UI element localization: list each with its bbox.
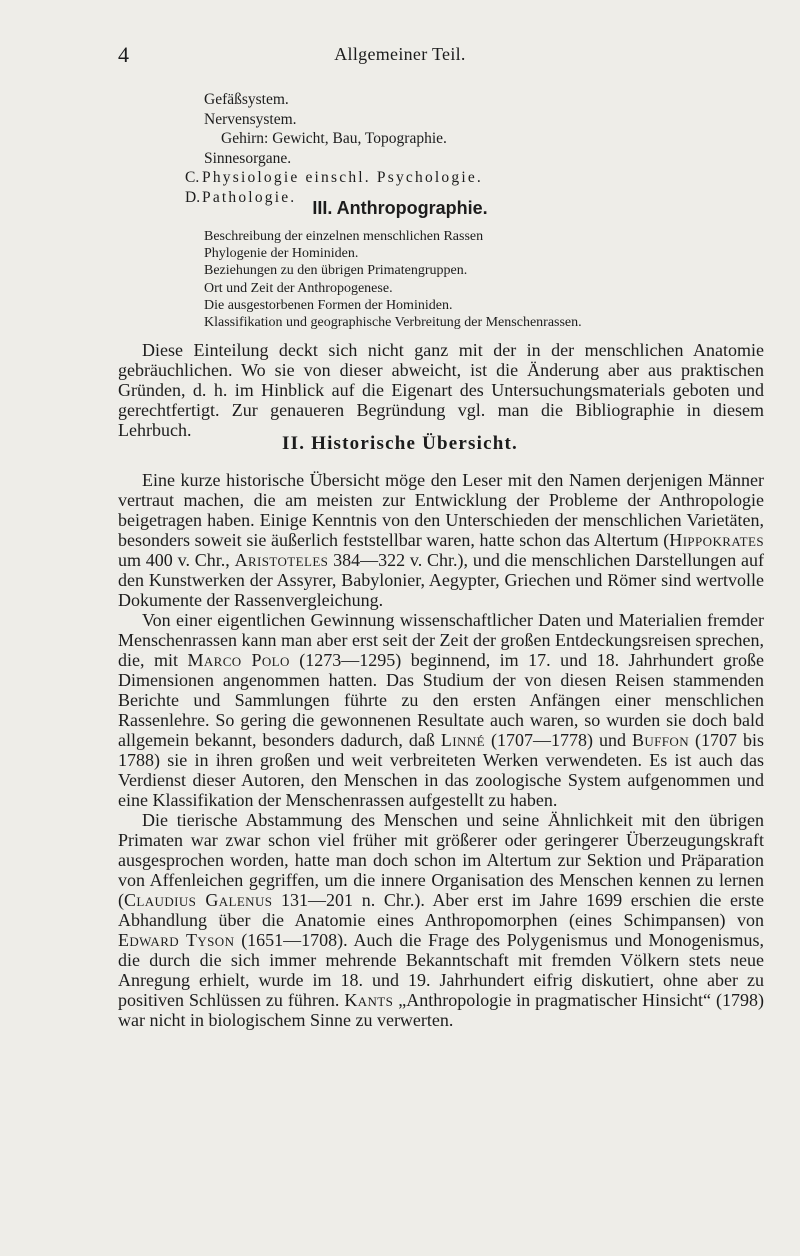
outline-item: Gefäßsystem. xyxy=(204,91,289,108)
author-name: Hippokrates xyxy=(669,530,764,550)
outline-item: Sinnesorgane. xyxy=(204,149,292,167)
section-heading-historische-uebersicht: II. Historische Übersicht. xyxy=(282,433,518,454)
paragraph: Die tierische Abstammung des Menschen und seine Ähnlichkeit mit den übrigen Primaten war zwar schon viel früher mit größerer oder geringerer Überzeugungskraft ausgesprochen worden, hatte man doch schon im Altertum zur Sektion und Präparation von Affenleichen gegriffen, um die innere Organisation des Menschen kennen zu lernen (Claudius Galenus 131—201 n. Chr.). Aber erst im Jahre 1699 erschien die erste Abhandlung über die Anatomie eines Anthropomorphen (eines Schimpansen) von Edward Tyson (1651—1708). Auch die Frage des Polygenismus und Monogenismus, die durch die sich immer mehrende Bekanntschaft mit fremden Völkern stets neue Anregung erhielt, wurde im 18. und 19. Jahrhundert eifrig diskutiert, ohne aber zu positiven Schlüssen zu führen. Kants „Anthropologie in pragmatischer Hinsicht“ (1798) war nicht in biologischem Sinne zu verwerten. xyxy=(118,810,765,1030)
paragraph: Diese Einteilung deckt sich nicht ganz mit der in der menschlichen Anatomie gebräuchlichen. Wo sie von dieser abweicht, ist die Änderung aber aus praktischen Gründen, d. h. im Hinblick auf die Eigenart des Untersuchungsmaterials geboten und gerechtfertigt. Zur genaueren Begründung vgl. man die Bibliographie in diesem Lehrbuch. xyxy=(118,340,764,440)
list-item: Beziehungen zu den übrigen Primatengruppen. xyxy=(204,263,468,279)
section-heading-anthropographie: III. Anthropographie. xyxy=(312,198,488,218)
paragraph: Von einer eigentlichen Gewinnung wissenschaftlicher Daten und Materialien fremder Menschenrassen kann man aber erst seit der Zeit der großen Entdeckungsreisen sprechen, die, mit Marco Polo (1273—1295) beginnend, im 17. und 18. Jahrhundert große Dimensionen angenommen hatten. Das Studium der von diesen Reisen stammenden Berichte und Sammlungen führte zu den ersten Anfängen einer menschlichen Rassenlehre. So gering die gewonnenen Resultate auch waren, so wurden sie doch bald allgemein bekannt, besonders dadurch, daß Linné (1707—1778) und Buffon (1707 bis 1788) sie in ihren großen und weit verbreiteten Werken verwendeten. Es ist auch das Verdienst dieser Autoren, den Menschen in das zoologische System aufgenommen und eine Klassifikation der Menschenrassen aufgestellt zu haben. xyxy=(118,610,764,810)
history-text xyxy=(118,470,764,1030)
outline-letter: D. xyxy=(185,188,201,206)
outline-heading: Physiologie einschl. Psychologie. xyxy=(202,169,483,186)
list-item: Die ausgestorbenen Formen der Hominiden. xyxy=(204,297,453,313)
author-name: Linné xyxy=(440,730,485,750)
list-item: Phylogenie der Hominiden. xyxy=(204,246,359,262)
outline-letter: C. xyxy=(185,169,200,186)
running-head: Allgemeiner Teil. xyxy=(334,44,466,64)
intro-text xyxy=(118,340,764,440)
list-item: Beschreibung der einzelnen menschlichen Rassen xyxy=(204,229,484,244)
author-name: Buffon xyxy=(631,730,689,750)
author-name: Marco Polo xyxy=(187,650,290,670)
list-item: Ort und Zeit der Anthropogenese. xyxy=(204,280,393,296)
list-item: Klassifikation und geographische Verbreitung der Menschenrassen. xyxy=(204,315,582,331)
author-name: Edward Tyson xyxy=(118,930,235,950)
outline-item-c xyxy=(160,168,483,188)
page-number: 4 xyxy=(118,42,129,67)
author-name: Claudius Galenus xyxy=(124,890,273,910)
outline-continuation xyxy=(160,90,483,207)
author-name: Kants xyxy=(344,990,394,1010)
author-name: Aristoteles xyxy=(234,550,329,570)
paragraph: Eine kurze historische Übersicht möge den Leser mit den Namen derjenigen Männer vertraut machen, die am meisten zur Entwicklung der Probleme der Anthropologie beigetragen haben. Einige Kenntnis von den Unterschieden der menschlichen Varietäten, besonders soweit sie äußerlich feststellbar waren, hatte schon das Altertum (Hippokrates um 400 v. Chr., Aristoteles 384—322 v. Chr.), und die menschlichen Darstellungen auf den Kunstwerken der Assyrer, Babylonier, Aegypter, Griechen und Römer sind wertvolle Dokumente der Rassenvergleichung. xyxy=(118,470,764,610)
anthropographie-list xyxy=(204,228,582,331)
outline-item: Nervensystem. xyxy=(204,110,297,128)
outline-item: Gehirn: Gewicht, Bau, Topographie. xyxy=(221,130,447,147)
outline-heading: Pathologie. xyxy=(202,188,297,206)
